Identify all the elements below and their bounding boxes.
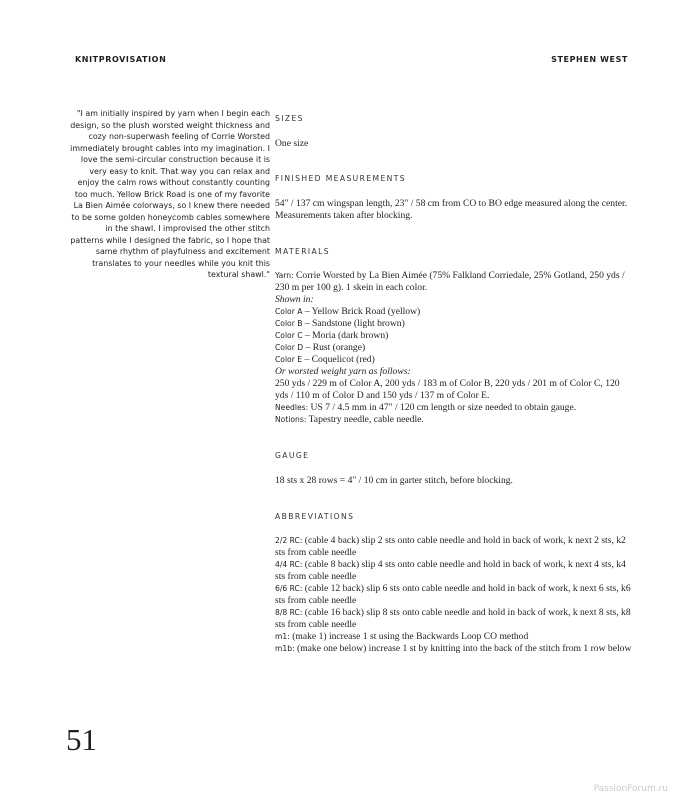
sizes-heading: SIZES [275,114,304,123]
abbreviation-item [275,559,635,583]
abbreviation-term: 2/2 RC: [275,536,303,545]
alt-yarn-label: Or worsted weight yarn as follows: [275,366,411,377]
color-text: – Yellow Brick Road (yellow) [302,306,421,317]
color-label: Color D [275,343,304,352]
color-text: – Moria (dark brown) [302,330,389,341]
abbreviation-definition: (make 1) increase 1 st using the Backwards Loop CO method [289,631,529,642]
abbreviation-item [275,583,635,607]
abbreviation-definition: (cable 16 back) slip 8 sts onto cable needle and hold in back of work, k next 8 sts, k8 sts from cable needle [275,607,631,630]
gauge-text: 18 sts x 28 rows = 4" / 10 cm in garter stitch, before blocking. [275,475,513,486]
color-text: – Sandstone (light brown) [302,318,405,329]
color-a-line [275,306,635,318]
yarn-text: Corrie Worsted by La Bien Aimée (75% Falkland Corriedale, 25% Gotland, 250 yds / 230 m per 100 g). 1 skein in each color. [275,270,625,293]
abbreviation-term: m1b: [275,644,295,653]
abbreviation-item [275,631,635,643]
abbreviations-heading: ABBREVIATIONS [275,512,355,521]
color-b-line [275,318,635,330]
alt-yarn-text: 250 yds / 229 m of Color A, 200 yds / 183 m of Color B, 220 yds / 201 m of Color C, 120 yds / 110 m of Color D and 150 yds / 137 m of Color E. [275,378,620,401]
abbreviation-item [275,535,635,559]
abbreviations-list [275,535,635,655]
color-label: Color C [275,331,303,340]
finished-measurements-heading: FINISHED MEASUREMENTS [275,174,407,183]
abbreviation-term: m1: [275,632,290,641]
abbreviation-term: 8/8 RC: [275,608,303,617]
color-text: – Coquelicot (red) [302,354,375,365]
gauge-heading: GAUGE [275,451,310,460]
designer-name: STEPHEN WEST [551,55,628,64]
finished-measurements-text: 54" / 137 cm wingspan length, 23" / 58 cm from CO to BO edge measured along the center. Measurements taken after blocking. [275,198,628,221]
abbreviation-item [275,607,635,631]
yarn-label: Yarn: [275,271,294,280]
color-e-line [275,354,635,366]
watermark: PassionForum.ru [593,784,668,794]
notions-line [275,414,635,426]
abbreviation-item [275,643,635,655]
abbreviation-definition: (cable 12 back) slip 6 sts onto cable needle and hold in back of work, k next 6 sts, k6 sts from cable needle [275,583,631,606]
color-label: Color E [275,355,303,364]
notions-text: Tapestry needle, cable needle. [306,414,424,425]
abbreviation-term: 4/4 RC: [275,560,303,569]
color-label: Color B [275,319,303,328]
materials-list [275,270,635,426]
yarn-line [275,270,635,294]
color-label: Color A [275,307,303,316]
needles-label: Needles: [275,403,309,412]
needles-text: US 7 / 4.5 mm in 47" / 120 cm length or size needed to obtain gauge. [308,402,577,413]
designer-quote: "I am initially inspired by yarn when I begin each design, so the plush worsted weight thickness and cozy non-superwash feeling of Corrie Worsted immediately brought cables into my imagination. I love the semi-circular construction because it is very easy to knit. That way you can relax and enjoy the calm rows without constantly counting too much. Yellow Brick Road is one of my favorite La Bien Aimée colorways, so I knew there needed to be some golden honeycomb cables somewhere in the shawl. I improvised the other stitch patterns while I designed the fabric, so I hope that same rhythm of playfulness and excitement translates to your needles while you knit this textural shawl." [70,109,270,279]
color-c-line [275,330,635,342]
magazine-title: KNITPROVISATION [75,55,167,64]
abbreviation-definition: (cable 4 back) slip 2 sts onto cable needle and hold in back of work, k next 2 sts, k2 sts from cable needle [275,535,626,558]
color-d-line [275,342,635,354]
shown-in-label: Shown in: [275,294,314,305]
page-number: 51 [66,722,97,757]
abbreviation-term: 6/6 RC: [275,584,303,593]
color-text: – Rust (orange) [303,342,366,353]
abbreviation-definition: (cable 8 back) slip 4 sts onto cable needle and hold in back of work, k next 4 sts, k4 sts from cable needle [275,559,626,582]
materials-heading: MATERIALS [275,247,330,256]
notions-label: Notions: [275,415,307,424]
abbreviation-definition: (make one below) increase 1 st by knitting into the back of the stitch from 1 row below [294,643,632,654]
sizes-text: One size [275,138,309,149]
needles-line [275,402,635,414]
